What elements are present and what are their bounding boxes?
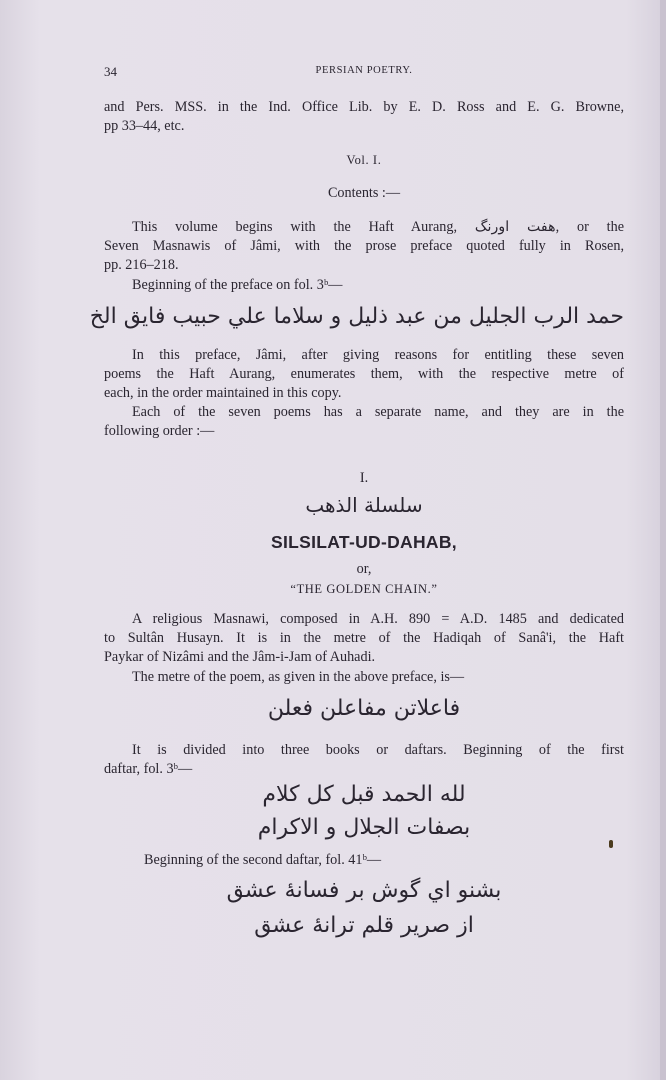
para5-line-2: daftar, fol. 3ᵇ— [104,761,193,777]
metre-intro: The metre of the poem, as given in the above preface, is— [132,669,465,685]
intro-line-2: pp 33–44, etc. [104,118,185,134]
para2-line-2: poems the Haft Aurang, enumerates them, with the respective metre of [104,366,624,382]
arabic-second-daftar-line-1: بشنو اي گوش بر فسانهٔ عشق [226,878,502,903]
para1-line-1: This volume begins with the Haft Aurang, هفت اورنگ, or the [132,219,624,235]
para4-line-3: Paykar of Nizâmi and the Jâm-i-Jam of Auhadi. [104,649,376,665]
para5-line-1: It is divided into three books or daftars. Beginning of the first [132,742,624,758]
para4-line-2: to Sultân Husayn. It is in the metre of the Hadiqah of Sanâ'i, the Haft [104,630,624,646]
arabic-preface: حمد الرب الجليل من عبد ذليل و سلاما علي حبيب فايق الخ [89,304,624,329]
volume-heading: Vol. I. [346,153,382,167]
page-edge [660,0,666,1080]
section-or: or, [356,561,372,577]
para1-line-3: pp. 216–218. [104,257,179,273]
ink-mark [609,840,613,848]
section-translation: “THE GOLDEN CHAIN.” [290,582,438,596]
para1-line-2: Seven Masnawis of Jâmi, with the prose preface quoted fully in Rosen, [104,238,624,254]
arabic-second-daftar-line-2: از صرير قلم ترانهٔ عشق [254,913,474,938]
second-daftar-intro: Beginning of the second daftar, fol. 41ᵇ— [144,852,382,868]
section-title: SILSILAT-UD-DAHAB, [271,532,457,552]
para2-line-3: each, in the order maintained in this copy. [104,385,342,401]
para3-line-2: following order :— [104,423,215,439]
para4-line-1: A religious Masnawi, composed in A.H. 890 = A.D. 1485 and dedicated [132,611,624,627]
page-number: 34 [104,64,117,79]
arabic-section-title: سلسلة الذهب [305,493,423,517]
intro-line-1: and Pers. MSS. in the Ind. Office Lib. by E. D. Ross and E. G. Browne, [104,99,624,115]
running-title: PERSIAN POETRY. [315,65,413,76]
arabic-first-daftar-line-1: لله الحمد قبل كل كلام [262,782,466,807]
para3-line-1: Each of the seven poems has a separate name, and they are in the [132,404,624,420]
arabic-first-daftar-line-2: بصفات الجلال و الاكرام [257,815,471,840]
section-number: I. [359,470,369,486]
preface-beginning: Beginning of the preface on fol. 3ᵇ— [132,277,343,293]
running-head [104,64,624,82]
contents-label: Contents :— [327,185,401,201]
arabic-metre: فاعلاتن مفاعلن فعلن [267,696,461,721]
para2-line-1: In this preface, Jâmi, after giving reasons for entitling these seven [132,347,624,363]
